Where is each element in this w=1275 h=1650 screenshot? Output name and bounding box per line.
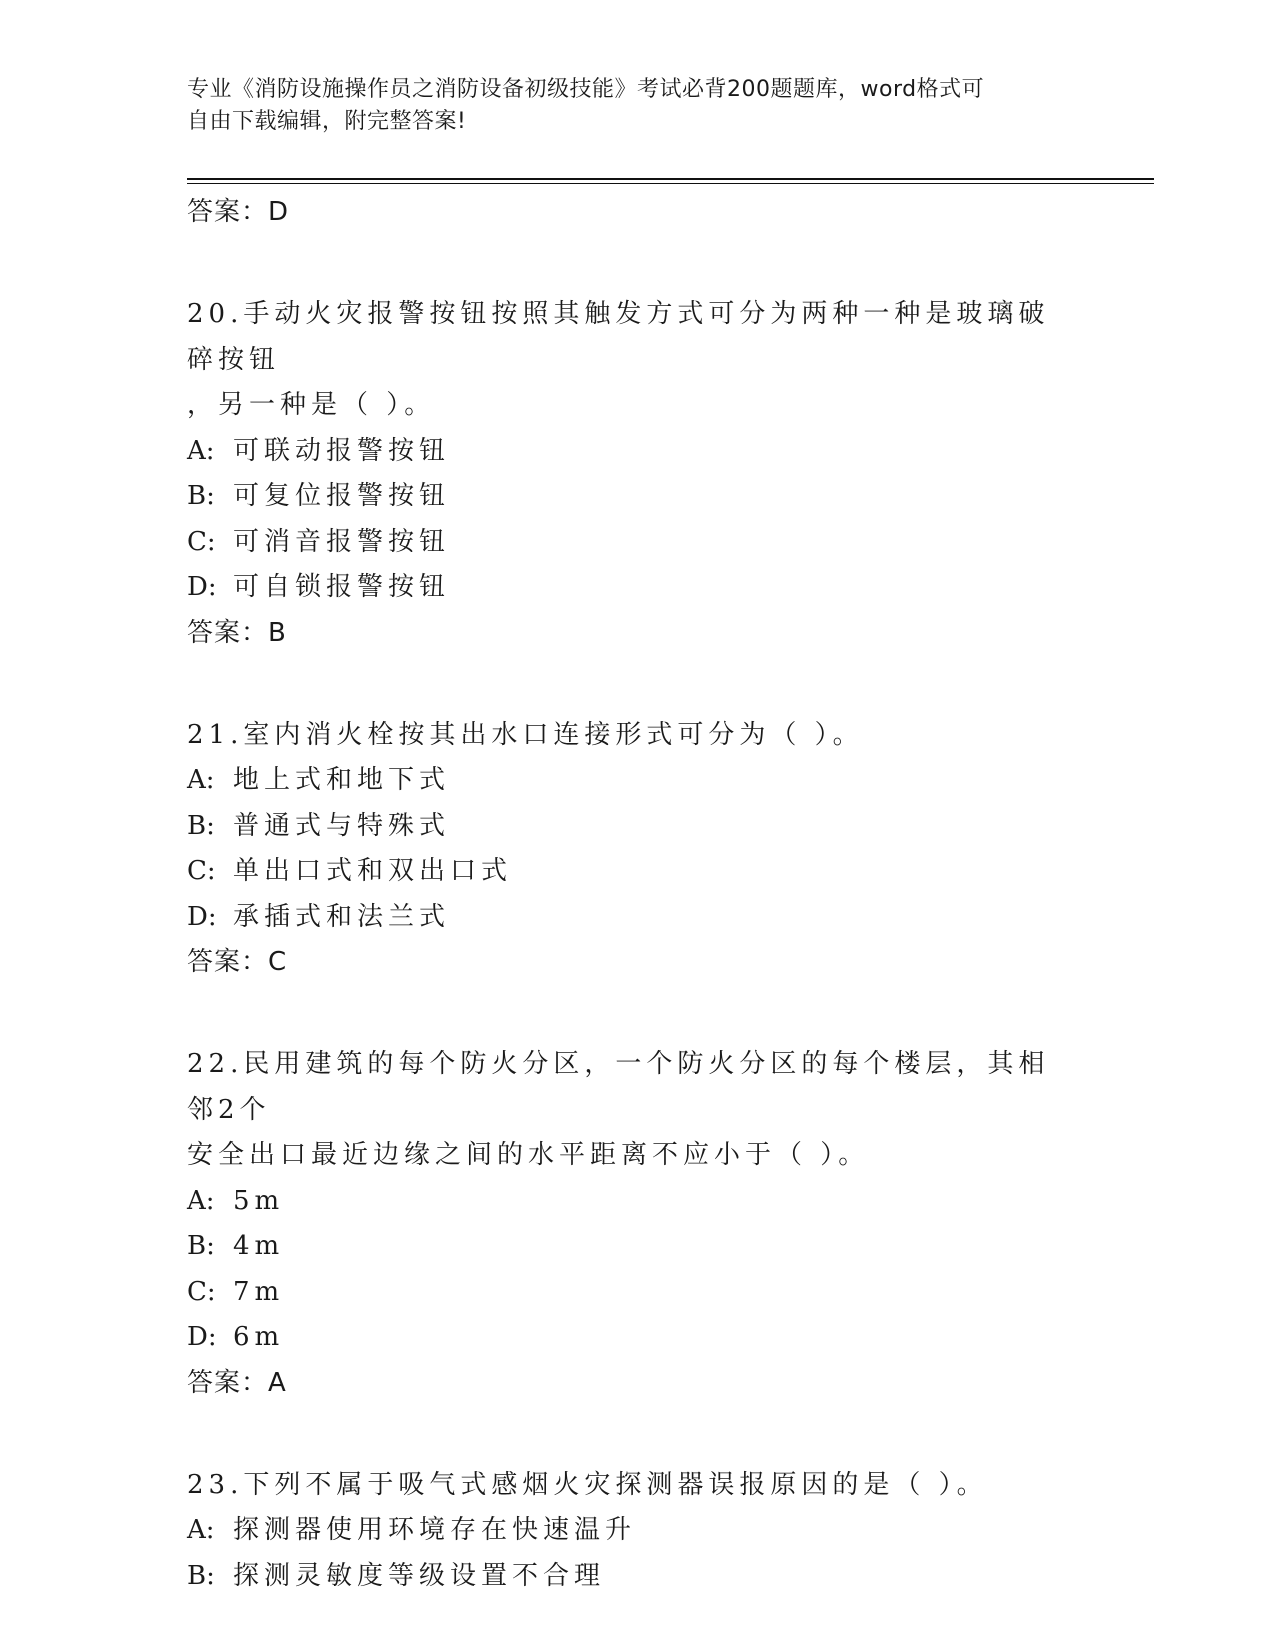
option-text: 探测灵敏度等级设置不合理 — [233, 1560, 606, 1591]
question-stem — [187, 292, 1067, 429]
option-letter: C: — [187, 1276, 216, 1307]
option-d — [187, 1315, 1087, 1361]
answer-line — [187, 611, 1087, 655]
option-letter: B: — [187, 481, 215, 511]
question-list — [187, 190, 1087, 1599]
option-letter: D: — [187, 572, 217, 602]
question-stem-line-2: 安全出口最近边缘之间的水平距离不应小于（ ）。 — [187, 1140, 870, 1170]
option-a — [187, 1179, 1087, 1225]
question-stem — [187, 1042, 1067, 1179]
option-letter: D: — [187, 1322, 217, 1352]
option-c — [187, 849, 1087, 895]
option-a — [187, 1508, 1087, 1554]
header-divider-thick — [187, 178, 1154, 180]
option-text: 单出口式和双出口式 — [233, 856, 513, 886]
option-text: 6m — [233, 1322, 285, 1352]
question-21 — [187, 713, 1087, 985]
question-stem-line-1: 21.室内消火栓按其出水口连接形式可分为（ ）。 — [187, 719, 864, 750]
option-text: 可消音报警按钮 — [233, 526, 451, 557]
option-letter: A: — [187, 1515, 215, 1545]
option-letter: C: — [187, 856, 216, 886]
question-20 — [187, 292, 1087, 655]
answer-label: 答案： — [187, 947, 269, 977]
option-a — [187, 429, 1087, 475]
answer-line — [187, 190, 1087, 234]
option-text: 7m — [233, 1276, 285, 1307]
answer-value: C — [268, 947, 288, 977]
question-23 — [187, 1463, 1087, 1600]
option-b — [187, 1554, 1087, 1600]
option-text: 可复位报警按钮 — [233, 481, 451, 511]
option-b — [187, 1224, 1087, 1270]
option-letter: B: — [187, 1231, 215, 1261]
option-c — [187, 1270, 1087, 1316]
answer-value: D — [268, 197, 290, 227]
answer-label: 答案： — [187, 197, 269, 227]
question-stem — [187, 1463, 1067, 1509]
option-letter: A: — [187, 765, 215, 795]
option-letter: C: — [187, 526, 216, 557]
question-stem-line-1: 23.下列不属于吸气式感烟火灾探测器误报原因的是（ ）。 — [187, 1469, 988, 1500]
question-22 — [187, 1042, 1087, 1405]
question-stem-line-1: 20.手动火灾报警按钮按照其触发方式可分为两种一种是玻璃破碎按钮 — [187, 299, 1050, 375]
option-a — [187, 758, 1087, 804]
header-divider-thin — [187, 183, 1154, 184]
option-b — [187, 474, 1087, 520]
option-d — [187, 565, 1087, 611]
document-header — [187, 74, 1067, 138]
answer-label: 答案： — [187, 617, 269, 648]
answer-value: A — [268, 1367, 287, 1398]
option-letter: D: — [187, 901, 217, 932]
option-text: 地上式和地下式 — [233, 765, 451, 795]
option-d — [187, 895, 1087, 941]
option-b — [187, 804, 1087, 850]
question-stem-line-2: ，另一种是（ ）。 — [187, 390, 436, 420]
answer-line — [187, 940, 1087, 984]
option-letter: B: — [187, 1560, 215, 1591]
option-c — [187, 520, 1087, 566]
option-text: 承插式和法兰式 — [233, 901, 451, 932]
option-letter: A: — [187, 435, 215, 466]
option-text: 可自锁报警按钮 — [233, 572, 451, 602]
option-letter: A: — [187, 1185, 215, 1216]
answer-label: 答案： — [187, 1367, 269, 1398]
question-stem — [187, 713, 1067, 759]
answer-line — [187, 1361, 1087, 1405]
header-line-2: 自由下载编辑，附完整答案! — [187, 109, 467, 134]
option-letter: B: — [187, 810, 215, 841]
question-stem-line-1: 22.民用建筑的每个防火分区，一个防火分区的每个楼层，其相邻2个 — [187, 1049, 1050, 1125]
option-text: 4m — [233, 1231, 285, 1261]
answer-value: B — [268, 617, 287, 648]
option-text: 探测器使用环境存在快速温升 — [233, 1515, 637, 1545]
header-line-1: 专业《消防设施操作员之消防设备初级技能》考试必背200题题库，word格式可 — [187, 77, 985, 102]
option-text: 可联动报警按钮 — [233, 435, 451, 466]
option-text: 5m — [233, 1185, 285, 1216]
option-text: 普通式与特殊式 — [233, 810, 451, 841]
